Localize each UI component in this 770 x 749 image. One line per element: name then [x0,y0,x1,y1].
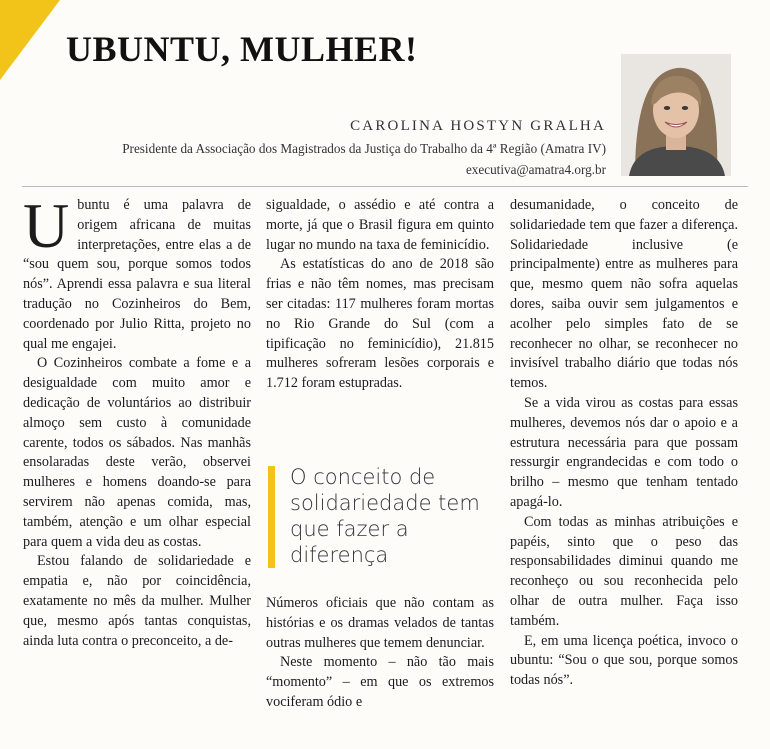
drop-cap: U [23,190,70,261]
paragraph: As estatísticas do ano de 2018 são frias e não têm nomes, mas precisam ser citadas: 117 mulheres foram mortas no Rio Grande do Sul (com a tipificação no feminicídio), 21.815 mulheres sofreram lesões corporais e 1.712 foram estupradas. [266,256,494,392]
paragraph: Neste momento – não tão mais “momento” – em que os extremos vociferam ódio e [266,654,494,710]
paragraph: O Cozinheiros combate a fome e a desigualdade com muito amor e dedicação de voluntários ao distribuir almoço sem custo à comunidade carente, todos os sábados. Nas manhãs ensolaradas deste verão, observei mulheres e homens doando-se para servirem não apenas comida, mas, também, atenção e um olhar especial para quem a vida deu as costas. [23,355,251,550]
author-photo [621,54,731,176]
corner-accent [0,0,60,80]
paragraph: Se a vida virou as costas para essas mulheres, devemos nós dar o apoio e a estrutura necessária para que possam ressurgir engrandecidas e com todo o brilho – mesmo que tenham tentado apagá-lo. [510,394,738,510]
paragraph: Números oficiais que não contam as histórias e os dramas velados de tantas outras mulheres que temem denunciar. [266,595,494,651]
article-title: UBUNTU, MULHER! [66,29,418,69]
portrait-illustration [621,54,731,176]
pull-quote-text: O conceito de solidariedade tem que fazer a diferença [290,465,480,567]
paragraph: E, em uma licença poética, invoco o ubuntu: “Sou o que sou, porque somos todas nós”. [510,632,738,689]
header-divider [22,186,748,187]
paragraph: Estou falando de solidariedade e empatia e, não por coincidência, exatamente no mês da mulher. Mulher que, mesmo após tantas conquistas, ainda luta contra o preconceito, a de- [23,553,251,649]
author-name: CAROLINA HOSTYN GRALHA [350,118,606,134]
pull-quote [266,460,494,580]
paragraph-text: buntu é uma palavra de origem africana de muitas interpretações, entre elas a de “sou quem sou, porque somos todos nós”. Aprendi essa palavra e sua literal tradução no Cozinheiros do Bem, coordenado por Julio Ritta, projeto no qual me engajei. [23,197,251,352]
paragraph: Com todas as minhas atribuições e papéis, sinto que o peso das responsabilidades diminui quando me reconheço ou sou reconhecida pelo olhar de outra mulher. Faça isso também. [510,513,738,629]
column-1 [23,190,251,651]
paragraph: sigualdade, o assédio e até contra a morte, já que o Brasil figura em quinto lugar no mundo na taxa de feminicídio. [266,197,494,253]
author-role: Presidente da Associação dos Magistrados da Justiça do Trabalho da 4ª Região (Amatra IV) [122,141,606,156]
column-2-bottom [266,594,494,713]
column-2 [266,196,494,394]
paragraph: desumanidade, o conceito de solidariedade tem que fazer a diferença. Solidariedade inclusive (e principalmente) entre as mulheres para que, mesmo quem não sofra aquelas dores, saiba ouvir sem julgamentos e acolher pelo simples fato de se reconhecer no olhar, se reconhecer no invisível trabalho diário que todas nós temos. [510,197,738,392]
column-3 [510,196,738,691]
pull-quote-bar [268,466,275,568]
paragraph [23,190,251,354]
author-email[interactable]: executiva@amatra4.org.br [465,162,606,177]
